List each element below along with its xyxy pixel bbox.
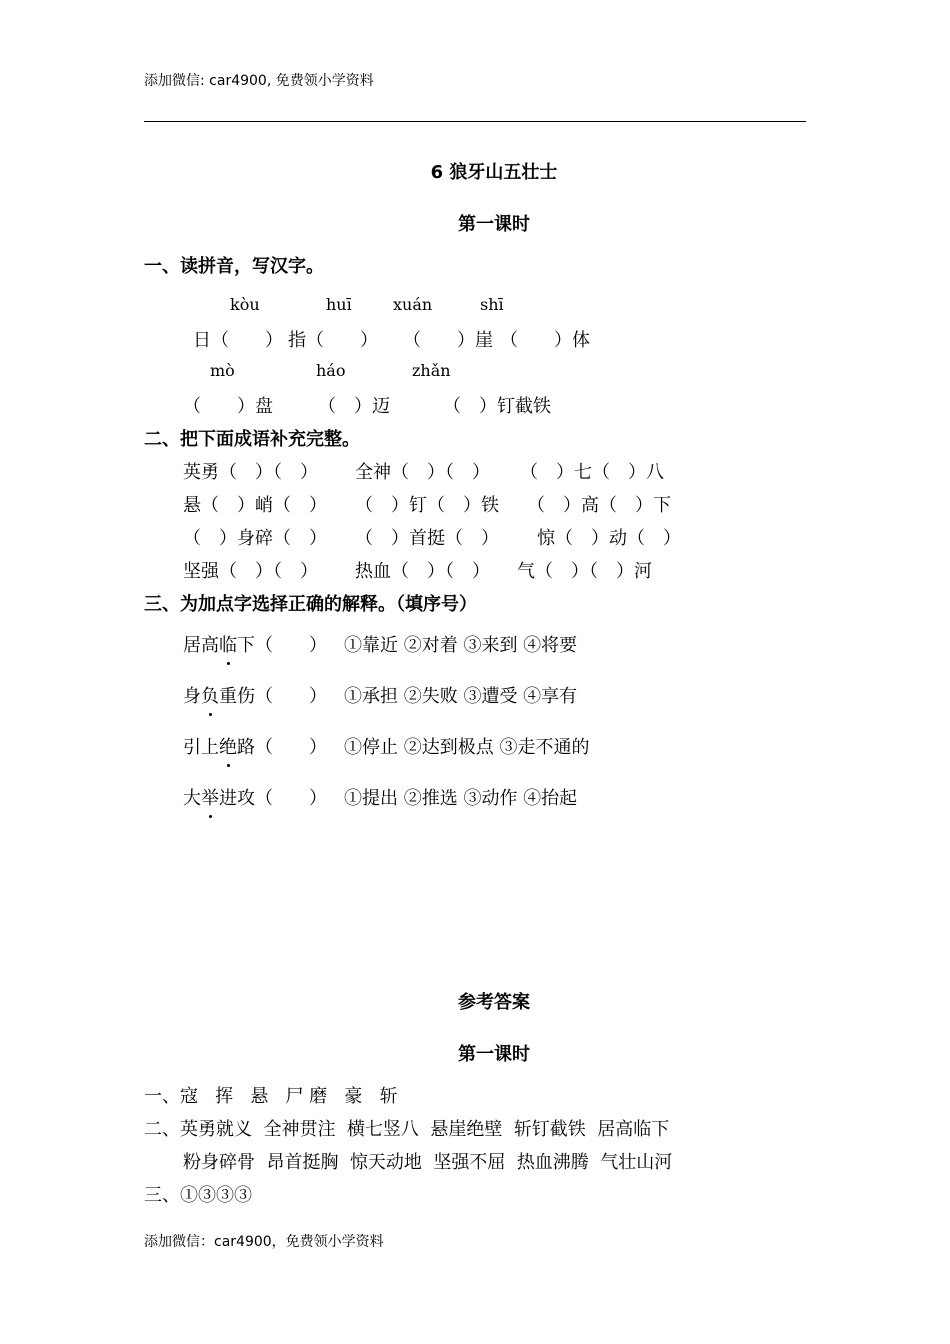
idiom-blank: 坚强（ ）（ ） <box>183 561 318 582</box>
idiom-blank: （ ）首挺（ ） <box>355 528 499 549</box>
pinyin-shi: shī <box>480 295 504 314</box>
idiom-blank: 惊（ ）动（ ） <box>537 528 681 549</box>
idiom-blank: 英勇（ ）（ ） <box>183 462 318 483</box>
idiom-blank: （ ）七（ ）八 <box>520 462 664 483</box>
section1-heading: 一、读拼音，写汉字。 <box>144 256 324 277</box>
answer-line-3: 粉身碎骨 昂首挺胸 惊天动地 坚强不屈 热血沸腾 气壮山河 <box>183 1152 673 1173</box>
blank-ri: 日（ ） <box>193 330 283 351</box>
pinyin-kou: kòu <box>230 295 260 314</box>
blank-zhi: 指（ ） <box>288 330 378 351</box>
answer-line-1: 一、寇 挥 悬 尸 磨 豪 斩 <box>144 1086 398 1107</box>
idiom-blank: 悬（ ）峭（ ） <box>183 495 327 516</box>
blank-dingjietie: （ ）钉截铁 <box>443 396 551 417</box>
page-title: 6 狼牙山五壮士 <box>430 162 558 183</box>
idiom-blank: 热血（ ）（ ） <box>355 561 490 582</box>
pinyin-hao: háo <box>316 361 346 380</box>
choice-options-1: ①靠近 ②对着 ③来到 ④将要 <box>344 635 578 656</box>
header-divider <box>144 121 806 122</box>
answer-line-4: 三、①③③③ <box>144 1185 252 1206</box>
choice-item-4: 大举进攻（ ） <box>183 784 327 810</box>
pinyin-xuan: xuán <box>393 295 433 314</box>
answers-heading: 参考答案 <box>458 992 530 1013</box>
page-header-text: 添加微信: car4900, 免费领小学资料 <box>144 73 374 89</box>
choice-options-3: ①停止 ②达到极点 ③走不通的 <box>344 737 590 758</box>
dotted-char: 临 <box>219 631 237 657</box>
idiom-blank: 全神（ ）（ ） <box>355 462 490 483</box>
idiom-blank: （ ）钉（ ）铁 <box>355 495 499 516</box>
pinyin-zhan: zhǎn <box>412 361 451 380</box>
answers-lesson-heading: 第一课时 <box>458 1044 530 1065</box>
section3-heading: 三、为加点字选择正确的解释。（填序号） <box>144 594 477 615</box>
idiom-blank: 气（ ）（ ）河 <box>517 561 652 582</box>
blank-mai: （ ）迈 <box>318 396 390 417</box>
answer-line-2: 二、英勇就义 全神贯注 横七竖八 悬崖绝壁 斩钉截铁 居高临下 <box>144 1119 670 1140</box>
choice-item-1: 居高临下（ ） <box>183 631 327 657</box>
blank-pan: （ ）盘 <box>183 396 273 417</box>
choice-options-2: ①承担 ②失败 ③遭受 ④享有 <box>344 686 578 707</box>
pinyin-hui: huī <box>326 295 352 314</box>
dotted-char: 举 <box>201 784 219 810</box>
idiom-blank: （ ）高（ ）下 <box>527 495 671 516</box>
dotted-char: 绝 <box>219 733 237 759</box>
choice-item-2: 身负重伤（ ） <box>183 682 327 708</box>
section2-heading: 二、把下面成语补充完整。 <box>144 429 360 450</box>
pinyin-mo: mò <box>210 361 235 380</box>
page-footer-text: 添加微信：car4900，免费领小学资料 <box>144 1234 384 1250</box>
blank-ti: （ ）体 <box>500 330 590 351</box>
dotted-char: 负 <box>201 682 219 708</box>
lesson-heading: 第一课时 <box>458 214 530 235</box>
choice-options-4: ①提出 ②推选 ③动作 ④抬起 <box>344 788 578 809</box>
blank-ya: （ ）崖 <box>403 330 493 351</box>
choice-item-3: 引上绝路（ ） <box>183 733 327 759</box>
idiom-blank: （ ）身碎（ ） <box>183 528 327 549</box>
